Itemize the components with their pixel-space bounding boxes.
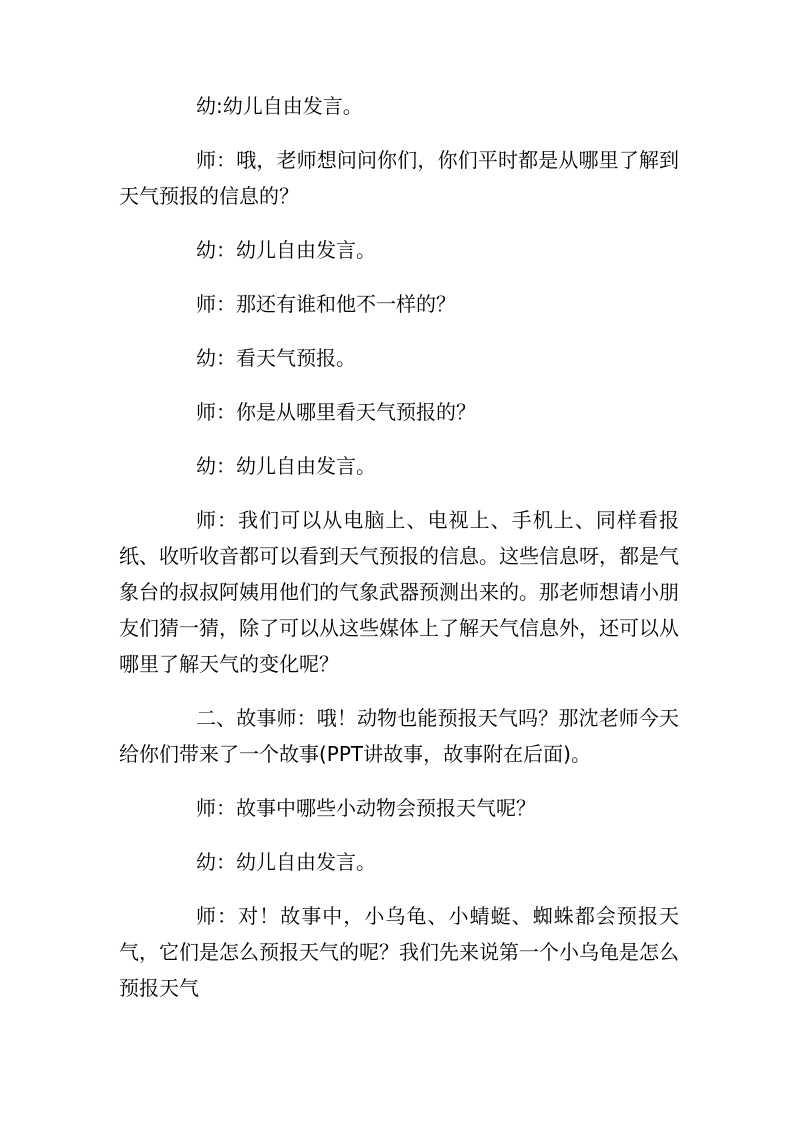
paragraph: 师：我们可以从电脑上、电视上、手机上、同样看报纸、收听收音都可以看到天气预报的信息。这些信息呀，都是气象台的叔叔阿姨用他们的气象武器预测出来的。那老师想请小朋友们猜一猜，除了可以从这些媒体上了解天气信息外，还可以从哪里了解天气的变化呢？ [119, 508, 679, 676]
paragraph: 幼:幼儿自由发言。 [196, 94, 363, 118]
paragraph: 师：那还有谁和他不一样的？ [196, 292, 456, 316]
paragraph: 二、故事师：哦！动物也能预报天气吗？那沈老师今天给你们带来了一个故事(PPT讲故事，故事附在后面)。 [119, 706, 679, 766]
paragraph: 幼：幼儿自由发言。 [196, 454, 376, 478]
paragraph: 幼：看天气预报。 [196, 346, 356, 370]
document-body [119, 88, 679, 1024]
paragraph: 师：哦，老师想问问你们，你们平时都是从哪里了解到天气预报的信息的？ [119, 148, 679, 208]
paragraph: 师：你是从哪里看天气预报的？ [196, 400, 476, 424]
paragraph: 幼：幼儿自由发言。 [196, 850, 376, 874]
paragraph: 师：故事中哪些小动物会预报天气呢？ [196, 796, 536, 820]
paragraph: 师：对！故事中，小乌龟、小蜻蜓、蜘蛛都会预报天气，它们是怎么预报天气的呢？我们先来说第一个小乌龟是怎么预报天气 [119, 904, 679, 1000]
paragraph: 幼：幼儿自由发言。 [196, 238, 376, 262]
